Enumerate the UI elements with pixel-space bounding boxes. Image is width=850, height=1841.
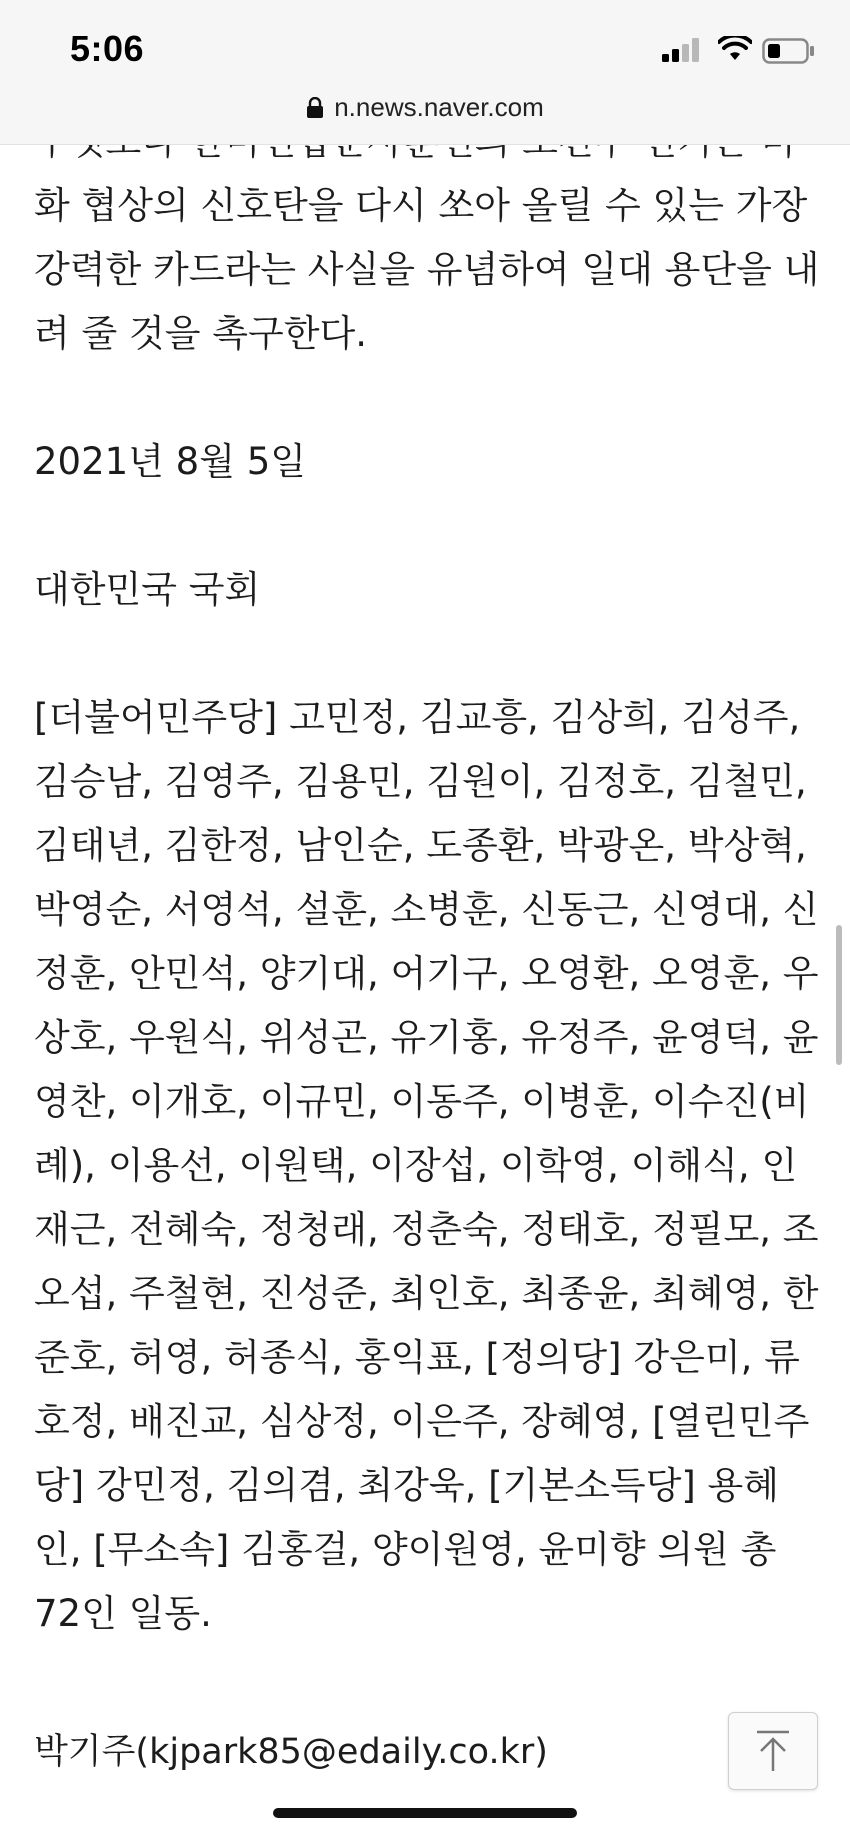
article-paragraph: 화 협상의 신호탄을 다시 쏘아 올릴 수 있는 가장 강력한 카드라는 사실을 유념하여 일대 용단을 내려 줄 것을 촉구한다. bbox=[34, 184, 820, 355]
article-organization: 대한민국 국회 bbox=[34, 568, 261, 611]
lock-icon bbox=[306, 97, 324, 119]
battery-icon bbox=[762, 38, 816, 64]
signal-icon bbox=[662, 38, 704, 62]
spacer bbox=[34, 366, 824, 430]
spacer bbox=[34, 494, 824, 558]
scroll-top-button[interactable] bbox=[728, 1712, 818, 1790]
article-body bbox=[34, 110, 824, 1646]
spacer bbox=[34, 622, 824, 686]
wifi-icon bbox=[718, 36, 752, 62]
article-date: 2021년 8월 5일 bbox=[34, 440, 306, 483]
page-scrollbar[interactable] bbox=[836, 925, 842, 1065]
arrow-up-icon bbox=[753, 1729, 793, 1773]
url-text: n.news.naver.com bbox=[334, 92, 544, 122]
reporter-byline: 박기주(kjpark85@edaily.co.kr) bbox=[34, 1732, 548, 1772]
status-icons bbox=[650, 36, 850, 66]
article-signatories: [더불어민주당] 고민정, 김교흥, 김상희, 김성주, 김승남, 김영주, 김용민, 김원이, 김정호, 김철민, 김태년, 김한정, 남인순, 도종환, 박광온, 박상혁, 박영순, 서영석, 설훈, 소병훈, 신동근, 신영대, 신정훈, 안민석, 양기대, 어기구, 오영환, 오영훈, 우상호, 우원식, 위성곤, 유기홍, 유정주, 윤영덕, 윤영찬, 이개호, 이규민, 이동주, 이병훈, 이수진(비례), 이용선, 이원택, 이장섭, 이학영, 이해식, 인재근, 전혜숙, 정청래, 정춘숙, 정태호, 정필모, 조오섭, 주철현, 진성준, 최인호, 최종윤, 최혜영, 한준호, 허영, 허종식, 홍익표, [정의당] 강은미, 류호정, 배진교, 심상정, 이은주, 장혜영, [열린민주당] 강민정, 김의겸, 최강욱, [기본소득당] 용혜인, [무소속] 김홍걸, 양이원영, 윤미향 의원 총 72인 일동. bbox=[34, 696, 819, 1635]
url-bar[interactable] bbox=[0, 92, 850, 128]
browser-topbar bbox=[0, 0, 850, 145]
status-time: 5:06 bbox=[70, 28, 145, 69]
home-indicator[interactable] bbox=[273, 1808, 577, 1818]
